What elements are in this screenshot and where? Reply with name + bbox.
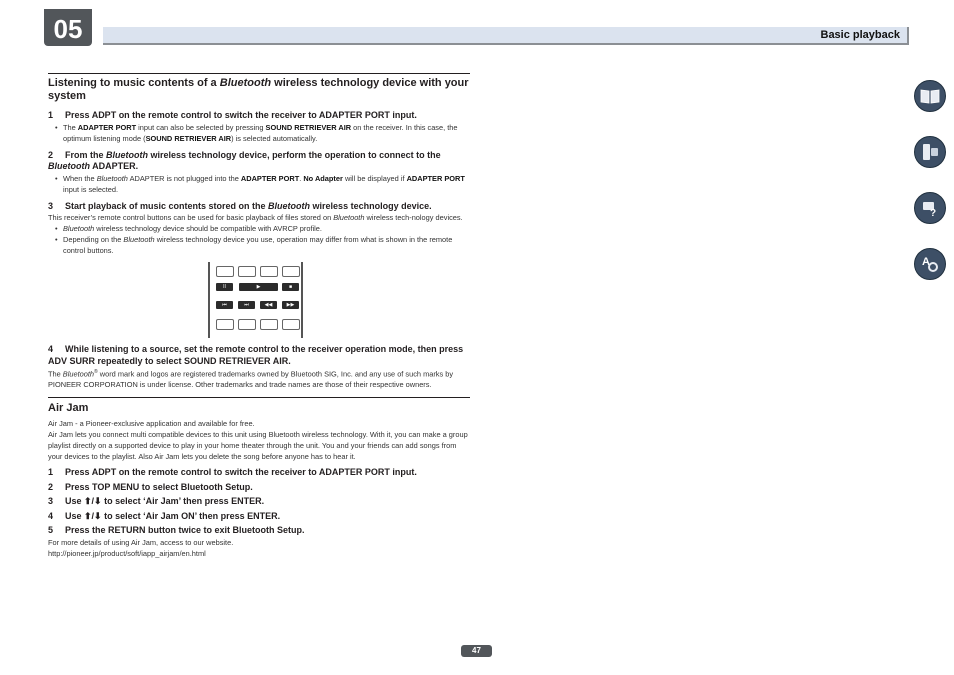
air-jam-description: Air Jam lets you connect multi compatible devices to this unit using Bluetooth wireless technology. With it, you can make a group playlist directly on a supported device to play in your home theater through the unit. You and your friends can add songs from your devices to the playlist. Also Air Jam lets you delete the song before anyone has to hear it.	[48, 430, 468, 462]
step-3-description: This receiver’s remote control buttons can be used for basic playback of files stored on Bluetooth wireless tech-nology devices.	[48, 213, 463, 222]
rewind-icon: ◀◀	[260, 301, 277, 309]
step-2: 2 From the Bluetooth wireless technology device, perform the operation to connect to the Bluetooth ADAPTER.	[48, 149, 441, 171]
section-divider	[48, 397, 470, 398]
air-jam-link[interactable]: http://pioneer.jp/product/soft/iapp_airjam/en.html	[48, 548, 206, 558]
pause-icon: II	[216, 283, 233, 291]
help-icon[interactable]	[914, 192, 946, 224]
chapter-badge: 05	[44, 9, 92, 46]
previous-icon: ⏮	[216, 301, 233, 309]
svg-text:?: ?	[930, 208, 937, 218]
step-1: 1 Press ADPT on the remote control to switch the receiver to ADAPTER PORT input.	[48, 110, 417, 120]
air-jam-footer: For more details of using Air Jam, access to our website.	[48, 537, 234, 547]
remote-button-blank	[260, 319, 278, 330]
step-3: 3 Start playback of music contents stored on the Bluetooth wireless technology device.	[48, 200, 432, 211]
arrow-up-down-icon: ⬆/⬇	[84, 510, 102, 521]
remote-button-blank	[282, 319, 300, 330]
main-column	[48, 73, 470, 559]
remote-button-blank	[238, 266, 256, 277]
air-jam-step-3: 3 Use ⬆/⬇ to select ‘Air Jam’ then press ENTER.	[48, 496, 265, 507]
remote-icon[interactable]	[914, 136, 946, 168]
remote-button-blank	[216, 319, 234, 330]
section-heading-air-jam: Air Jam	[48, 402, 89, 415]
remote-button-blank	[260, 266, 278, 277]
fast-forward-icon: ▶▶	[282, 301, 299, 309]
arrow-up-down-icon: ⬆/⬇	[84, 496, 102, 507]
play-icon: ▶	[239, 283, 278, 291]
section-divider	[48, 73, 470, 74]
remote-button-blank	[216, 266, 234, 277]
air-jam-step-1: 1 Press ADPT on the remote control to switch the receiver to ADAPTER PORT input.	[48, 467, 417, 478]
step-4: 4 While listening to a source, set the remote control to the receiver operation mode, then press ADV SURR repeatedly to select SOUND RETRIEVER AIR.	[48, 344, 464, 366]
settings-icon[interactable]	[914, 248, 946, 280]
air-jam-step-4: 4 Use ⬆/⬇ to select ‘Air Jam ON’ then press ENTER.	[48, 510, 281, 521]
page-title: Basic playback	[820, 29, 900, 41]
next-icon: ⏭	[238, 301, 255, 309]
trademark-notice: The Bluetooth® word mark and logos are registered trademarks owned by Bluetooth SIG, Inc. and any use of such marks by PIONEER CORPORATION is under license. Other trademarks and trade names are those of their respective owners.	[48, 369, 454, 390]
svg-text:A: A	[922, 256, 930, 268]
remote-control-illustration	[208, 262, 303, 338]
step-1-note: • The ADAPTER PORT input can also be selected by pressing SOUND RETRIEVER AIR on the receiver. In this case, the optimum listening mode (SOUND RETRIEVER AIR) is selected automatically.	[55, 122, 470, 144]
side-navigation	[914, 80, 946, 304]
section-heading-bluetooth: Listening to music contents of a Bluetooth wireless technology device with your system	[48, 77, 469, 102]
step-3-note-1: • Bluetooth wireless technology device should be compatible with AVRCP profile.	[55, 223, 470, 234]
remote-button-blank	[238, 319, 256, 330]
remote-button-blank	[282, 266, 300, 277]
air-jam-step-5: 5 Press the RETURN button twice to exit Bluetooth Setup.	[48, 525, 305, 536]
step-3-note-2: • Depending on the Bluetooth wireless technology device you use, operation may differ from what is shown in the remote control buttons.	[55, 234, 470, 256]
header-bar	[103, 27, 909, 45]
air-jam-step-2: 2 Press TOP MENU to select Bluetooth Setup.	[48, 481, 253, 492]
book-icon[interactable]	[914, 80, 946, 112]
step-2-note: • When the Bluetooth ADAPTER is not plugged into the ADAPTER PORT. No Adapter will be displayed if ADAPTER PORT input is selected.	[55, 173, 470, 195]
air-jam-intro: Air Jam - a Pioneer-exclusive application and available for free.	[48, 419, 255, 429]
page-number: 47	[461, 645, 492, 657]
stop-icon: ■	[282, 283, 299, 291]
